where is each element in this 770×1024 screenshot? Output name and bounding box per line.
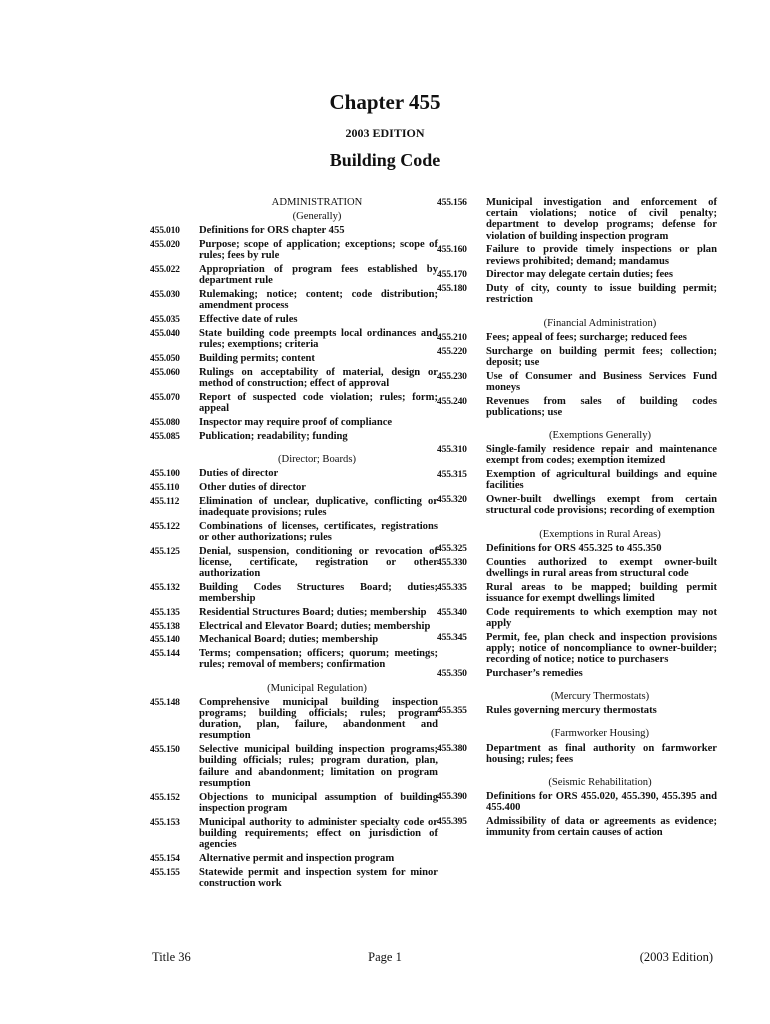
toc-entry bbox=[150, 607, 438, 618]
section-title: State building code preempts local ordinances and rules; exemptions; criteria bbox=[199, 328, 438, 351]
toc-entry bbox=[150, 697, 438, 742]
section-number: 455.355 bbox=[437, 705, 467, 717]
toc-entry bbox=[150, 468, 438, 479]
toc-entry bbox=[437, 332, 717, 343]
section-number: 455.320 bbox=[437, 494, 467, 506]
toc-entry bbox=[150, 392, 438, 414]
toc-entry bbox=[437, 469, 717, 491]
toc-entry bbox=[150, 353, 438, 364]
section-title: Effective date of rules bbox=[199, 314, 298, 326]
section-heading: (Financial Administration) bbox=[543, 317, 657, 329]
section-number: 455.144 bbox=[150, 648, 180, 660]
section-title: Single-family residence repair and maintenance exempt from codes; exemption itemized bbox=[486, 444, 717, 467]
toc-entry bbox=[437, 582, 717, 604]
section-number: 455.380 bbox=[437, 742, 467, 754]
section-title: Selective municipal building inspection programs; building officials; rules; program duration, plan, failure and abandonment; limitation on program resumption bbox=[199, 744, 438, 789]
toc-entry bbox=[437, 743, 717, 765]
section-heading: (Generally) bbox=[292, 211, 342, 223]
toc-entry bbox=[437, 396, 717, 418]
footer-title: Title 36 bbox=[152, 950, 191, 964]
section-heading: (Exemptions Generally) bbox=[548, 430, 652, 442]
toc-entry bbox=[437, 557, 717, 579]
section-title: Other duties of director bbox=[199, 481, 306, 493]
section-number: 455.160 bbox=[437, 244, 467, 256]
section-title: Duties of director bbox=[199, 468, 279, 479]
section-title: Statewide permit and inspection system for minor construction work bbox=[199, 866, 438, 889]
toc-entry bbox=[150, 482, 438, 493]
section-number: 455.156 bbox=[437, 197, 467, 208]
section-heading: (Director; Boards) bbox=[278, 453, 356, 465]
toc-entry bbox=[150, 634, 438, 645]
section-title: Municipal authority to administer specialty code or building requirements; effect on jurisdiction of agencies bbox=[199, 816, 438, 851]
section-number: 455.152 bbox=[150, 791, 180, 803]
section-number: 455.148 bbox=[150, 696, 180, 708]
section-number: 455.180 bbox=[437, 283, 467, 295]
section-number: 455.040 bbox=[150, 328, 180, 339]
toc-entry bbox=[150, 328, 438, 350]
toc-entry bbox=[437, 283, 717, 305]
section-number: 455.070 bbox=[150, 391, 180, 403]
left-column bbox=[150, 197, 438, 892]
chapter-title: Chapter 455 bbox=[329, 90, 441, 114]
section-number: 455.100 bbox=[150, 468, 180, 479]
section-number: 455.112 bbox=[150, 495, 180, 507]
section-number: 455.122 bbox=[150, 520, 180, 532]
toc-entry bbox=[437, 632, 717, 666]
section-heading: (Seismic Rehabilitation) bbox=[548, 777, 652, 789]
section-title: Electrical and Elevator Board; duties; membership bbox=[199, 620, 431, 632]
section-number: 455.210 bbox=[437, 331, 467, 343]
toc-entry bbox=[150, 792, 438, 814]
section-title: Surcharge on building permit fees; collection; deposit; use bbox=[486, 345, 717, 368]
section-number: 455.170 bbox=[437, 269, 467, 281]
toc-entry bbox=[150, 867, 438, 889]
section-title: Admissibility of data or agreements as evidence; immunity from certain causes of action bbox=[486, 816, 717, 839]
section-number: 455.135 bbox=[150, 606, 180, 618]
section-title: Denial, suspension, conditioning or revocation of license, certificate, registration or other authorization bbox=[199, 545, 438, 579]
section-heading: (Municipal Regulation) bbox=[267, 682, 367, 694]
section-title: Duty of city, county to issue building permit; restriction bbox=[486, 283, 717, 306]
toc-entry bbox=[437, 705, 717, 716]
toc-entry bbox=[150, 648, 438, 670]
toc-entry bbox=[150, 417, 438, 428]
toc-entry bbox=[437, 668, 717, 679]
section-title: Definitions for ORS 455.325 to 455.350 bbox=[486, 542, 662, 554]
chapter-subject: Building Code bbox=[329, 150, 441, 170]
section-title: Fees; appeal of fees; surcharge; reduced fees bbox=[486, 331, 687, 343]
section-title: Code requirements to which exemption may not apply bbox=[486, 606, 717, 629]
section-number: 455.310 bbox=[437, 444, 467, 456]
toc-entry bbox=[437, 269, 717, 280]
toc-entry bbox=[150, 853, 438, 864]
toc-entry bbox=[150, 239, 438, 261]
section-number: 455.132 bbox=[150, 581, 180, 593]
section-title: Revenues from sales of building codes publications; use bbox=[486, 395, 717, 418]
toc-entry bbox=[437, 371, 717, 393]
toc-entry bbox=[150, 431, 438, 442]
section-number: 455.395 bbox=[437, 816, 467, 828]
section-title: Combinations of licenses, certificates, registrations or other authorizations; rules bbox=[199, 520, 438, 543]
section-title: Owner-built dwellings exempt from certain structural code provisions; recording of exemption bbox=[486, 494, 717, 517]
section-number: 455.335 bbox=[437, 581, 467, 593]
section-heading: (Farmworker Housing) bbox=[551, 728, 649, 740]
footer-page-number: Page 1 bbox=[368, 950, 402, 964]
section-number: 455.230 bbox=[437, 370, 467, 382]
section-number: 455.035 bbox=[150, 314, 180, 326]
section-number: 455.110 bbox=[150, 481, 180, 493]
section-number: 455.050 bbox=[150, 353, 180, 364]
section-number: 455.060 bbox=[150, 366, 180, 378]
section-number: 455.315 bbox=[437, 469, 467, 481]
section-title: Elimination of unclear, duplicative, conflicting or inadequate provisions; rules bbox=[199, 495, 438, 518]
toc-entry bbox=[437, 346, 717, 368]
toc-entry bbox=[150, 521, 438, 543]
toc-entry bbox=[437, 607, 717, 629]
section-number: 455.080 bbox=[150, 416, 180, 428]
toc-entry bbox=[150, 225, 438, 236]
section-title: Department as final authority on farmworker housing; rules; fees bbox=[486, 742, 717, 765]
toc-entry bbox=[150, 496, 438, 518]
toc-entry bbox=[150, 289, 438, 311]
section-number: 455.022 bbox=[150, 264, 180, 276]
section-heading: ADMINISTRATION bbox=[271, 197, 363, 208]
section-title: Rulings on acceptability of material, design or method of construction; effect of approval bbox=[199, 366, 438, 389]
section-title: Counties authorized to exempt owner-built dwellings in rural areas from structural code bbox=[486, 556, 717, 579]
toc-entry bbox=[437, 197, 717, 242]
section-title: Alternative permit and inspection program bbox=[199, 852, 395, 864]
section-title: Use of Consumer and Business Services Fund moneys bbox=[486, 370, 717, 393]
toc-entry bbox=[150, 621, 438, 632]
section-title: Rural areas to be mapped; building permit issuance for exempt dwellings limited bbox=[486, 581, 717, 604]
section-title: Director may delegate certain duties; fees bbox=[486, 269, 673, 281]
toc-entry bbox=[150, 744, 438, 789]
section-title: Residential Structures Board; duties; membership bbox=[199, 606, 427, 618]
section-number: 455.085 bbox=[150, 430, 180, 442]
section-title: Publication; readability; funding bbox=[199, 430, 348, 442]
toc-entry bbox=[437, 543, 717, 554]
section-heading: (Mercury Thermostats) bbox=[550, 691, 650, 703]
toc-entry bbox=[437, 494, 717, 516]
section-title: Rules governing mercury thermostats bbox=[486, 705, 657, 717]
section-title: Rulemaking; notice; content; code distribution; amendment process bbox=[199, 289, 438, 312]
toc-entry bbox=[150, 367, 438, 389]
section-title: Comprehensive municipal building inspection programs; building officials; rules; program duration, plan, failure, abandonment and resumption bbox=[199, 696, 438, 742]
section-number: 455.125 bbox=[150, 545, 180, 557]
section-number: 455.138 bbox=[150, 620, 180, 632]
section-number: 455.220 bbox=[437, 345, 467, 357]
section-title: Building Codes Structures Board; duties; membership bbox=[199, 581, 438, 604]
toc-entry bbox=[150, 817, 438, 851]
toc-entry bbox=[437, 791, 717, 813]
toc-entry bbox=[150, 546, 438, 580]
toc-entry bbox=[437, 444, 717, 466]
section-number: 455.155 bbox=[150, 866, 180, 878]
section-number: 455.010 bbox=[150, 225, 180, 237]
section-number: 455.020 bbox=[150, 239, 180, 251]
section-title: Terms; compensation; officers; quorum; meetings; rules; removal of members; confirmation bbox=[199, 648, 438, 671]
footer-edition: (2003 Edition) bbox=[639, 950, 713, 964]
section-title: Report of suspected code violation; rules; form; appeal bbox=[199, 391, 438, 414]
section-number: 455.350 bbox=[437, 667, 467, 679]
section-number: 455.330 bbox=[437, 556, 467, 568]
section-title: Purchaser’s remedies bbox=[486, 667, 583, 679]
section-title: Permit, fee, plan check and inspection provisions apply; notice of noncompliance to owner-builder; recording of notice; notice to purchasers bbox=[486, 631, 717, 666]
section-number: 455.325 bbox=[437, 542, 467, 554]
section-title: Purpose; scope of application; exceptions; scope of rules; fees by rule bbox=[199, 239, 438, 262]
section-number: 455.154 bbox=[150, 852, 180, 864]
section-number: 455.390 bbox=[437, 791, 467, 803]
toc-entry bbox=[150, 314, 438, 325]
section-number: 455.345 bbox=[437, 631, 467, 643]
section-title: Municipal investigation and enforcement of certain violations; notice of civil penalty; department to develop programs; defense for violation of building inspection program bbox=[486, 197, 717, 242]
toc-entry bbox=[437, 244, 717, 266]
section-title: Inspector may require proof of compliance bbox=[199, 416, 393, 428]
section-title: Definitions for ORS chapter 455 bbox=[199, 225, 345, 237]
section-title: Mechanical Board; duties; membership bbox=[199, 634, 379, 646]
toc-entry bbox=[437, 816, 717, 838]
section-number: 455.240 bbox=[437, 395, 467, 407]
section-title: Failure to provide timely inspections or plan reviews prohibited; demand; mandamus bbox=[486, 244, 717, 267]
right-column bbox=[437, 197, 717, 841]
section-number: 455.030 bbox=[150, 289, 180, 301]
section-number: 455.150 bbox=[150, 744, 180, 756]
section-title: Appropriation of program fees established by department rule bbox=[199, 264, 438, 287]
section-number: 455.140 bbox=[150, 634, 180, 646]
section-title: Objections to municipal assumption of building inspection program bbox=[199, 791, 438, 814]
section-number: 455.153 bbox=[150, 816, 180, 828]
section-title: Exemption of agricultural buildings and equine facilities bbox=[486, 469, 717, 492]
section-heading: (Exemptions in Rural Areas) bbox=[539, 528, 661, 540]
section-title: Building permits; content bbox=[199, 353, 315, 364]
toc-entry bbox=[150, 582, 438, 604]
section-number: 455.340 bbox=[437, 606, 467, 618]
toc-entry bbox=[150, 264, 438, 286]
section-title: Definitions for ORS 455.020, 455.390, 455.395 and 455.400 bbox=[486, 791, 717, 814]
edition-label: 2003 EDITION bbox=[345, 126, 425, 140]
